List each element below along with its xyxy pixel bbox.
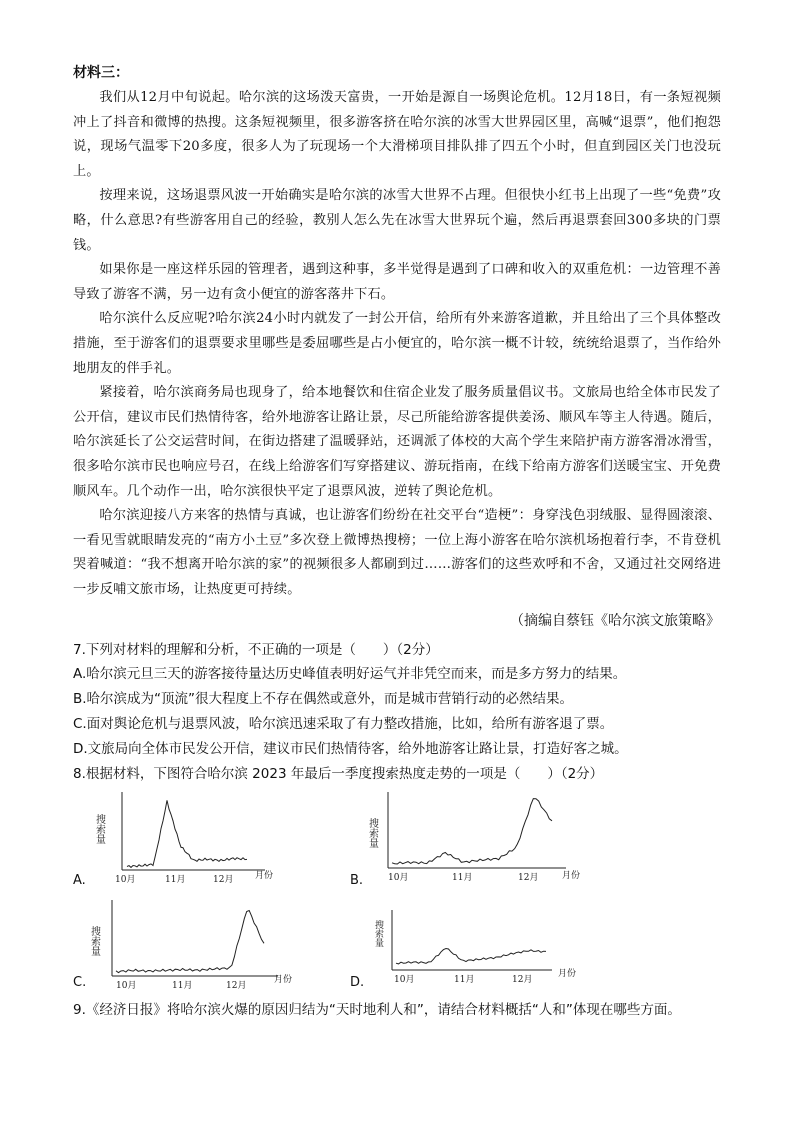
q8-option-b-label: B. bbox=[350, 873, 364, 888]
chart-a-xtick-3: 12月 bbox=[213, 875, 234, 885]
paragraph-3: 如果你是一座这样乐园的管理者，遇到这种事，多半觉得是遇到了口碑和收入的双重危机：一边管理不善导致了游客不满，另一边有贪小便宜的游客落井下石。 bbox=[73, 262, 721, 302]
chart-c-ylabel: 搜索量 bbox=[88, 926, 100, 956]
q7-option-b: B.哈尔滨成为“顶流”很大程度上不存在偶然或意外，而是城市营销行动的必然结果。 bbox=[73, 691, 574, 707]
chart-a-ylabel: 搜索量 bbox=[93, 814, 105, 844]
q7-stem: 7.下列对材料的理解和分析，不正确的一项是（ ）（2分） bbox=[73, 642, 439, 658]
chart-b-xtick-3: 12月 bbox=[518, 873, 539, 883]
chart-c-xunit: 月份 bbox=[274, 975, 293, 985]
chart-d-xtick-2: 11月 bbox=[454, 975, 475, 985]
q8-stem: 8.根据材料，下图符合哈尔滨 2023 年最后一季度搜索热度走势的一项是（ ）（2分） bbox=[73, 766, 604, 782]
chart-d-series-line bbox=[396, 949, 546, 964]
source-citation: （摘编自蔡钰《哈尔滨文旅策略》 bbox=[510, 613, 720, 629]
chart-d-xunit: 月份 bbox=[558, 969, 577, 979]
q8-option-c-label: C. bbox=[73, 975, 87, 990]
q9-stem: 9.《经济日报》将哈尔滨火爆的原因归结为“天时地利人和”，请结合材料概括“人和”体现在哪些方面。 bbox=[73, 1002, 681, 1018]
paragraph-5: 紧接着，哈尔滨商务局也现身了，给本地餐饮和住宿企业发了服务质量倡议书。文旅局也给全体市民发了公开信，建议市民们热情待客，给外地游客让路让景，尽己所能给游客提供姜汤、顺风车等主人待遇。随后，哈尔滨延长了公交运营时间，在街边搭建了温暖驿站，还调派了体校的大高个学生来陪护南方游客滑冰滑雪，很多哈尔滨市民也响应号召，在线上给游客们写穿搭建议、游玩指南，在线下给南方游客们送暖宝宝、开免费顺风车。几个动作一出，哈尔滨很快平定了退票风波，逆转了舆论危机。 bbox=[73, 385, 721, 499]
paragraph-6: 哈尔滨迎接八方来客的热情与真诚，也让游客们纷纷在社交平台“造梗”：身穿浅色羽绒服、显得圆滚滚、一看见雪就眼睛发亮的“南方小土豆”多次登上微博热搜榜；一位上海小游客在哈尔滨机场抱着行李，不肯登机哭着喊道：“我不想离开哈尔滨的家”的视频很多人都刷到过……游客们的这些欢呼和不舍，又通过社交网络进一步反哺文旅市场，让热度更可持续。 bbox=[73, 508, 721, 597]
chart-d-ylabel: 搜索量 bbox=[373, 920, 383, 947]
chart-d-xtick-1: 10月 bbox=[394, 975, 415, 985]
chart-a-xtick-2: 11月 bbox=[165, 875, 186, 885]
chart-b-xtick-1: 10月 bbox=[388, 873, 409, 883]
q7-option-c: C.面对舆论危机与退票风波，哈尔滨迅速采取了有力整改措施，比如，给所有游客退了票。 bbox=[73, 716, 614, 732]
chart-b-xunit: 月份 bbox=[562, 871, 581, 881]
chart-c-xtick-3: 12月 bbox=[226, 981, 247, 991]
chart-c-series-line bbox=[116, 911, 264, 973]
q8-chart-a bbox=[95, 788, 285, 892]
chart-a-svg bbox=[95, 788, 285, 888]
chart-b-ylabel: 搜索量 bbox=[366, 818, 378, 848]
chart-a-series-line bbox=[127, 800, 247, 867]
paragraph-4: 哈尔滨什么反应呢?哈尔滨24小时内就发了一封公开信，给所有外来游客道歉，并且给出了三个具体整改措施，至于游客们的退票要求里哪些是委屈哪些是占小便宜的，哈尔滨一概不计较，统统给退票了，当作给外地朋友的伴手礼。 bbox=[73, 311, 721, 376]
material-heading: 材料三： bbox=[73, 65, 129, 81]
paragraph-1: 我们从12月中旬说起。哈尔滨的这场泼天富贵，一开始是源自一场舆论危机。12月18日，有一条短视频冲上了抖音和微博的热搜。这条短视频里，很多游客挤在哈尔滨的冰雪大世界园区里，高喊“退票”，他们抱怨说，现场气温零下20多度，很多人为了玩现场一个大滑梯项目排队排了四五个小时，但直到园区关门也没玩上。 bbox=[73, 90, 721, 179]
q7-option-a: A.哈尔滨元旦三天的游客接待量达历史峰值表明好运气并非凭空而来，而是多方努力的结果。 bbox=[73, 666, 627, 682]
chart-c-xtick-2: 11月 bbox=[172, 981, 193, 991]
q8-chart-d bbox=[372, 906, 592, 994]
q8-option-a-label: A. bbox=[73, 873, 86, 888]
chart-d-svg bbox=[372, 906, 592, 990]
paragraph-2: 按理来说，这场退票风波一开始确实是哈尔滨的冰雪大世界不占理。但很快小红书上出现了一些“免费”攻略，什么意思?有些游客用自己的经验，教别人怎么先在冰雪大世界玩个遍，然后再退票套回300多块的门票钱。 bbox=[73, 188, 721, 253]
chart-d-xtick-3: 12月 bbox=[512, 975, 533, 985]
q7-option-d: D.文旅局向全体市民发公开信，建议市民们热情待客，给外地游客让路让景，打造好客之城。 bbox=[73, 741, 628, 757]
material-body bbox=[73, 86, 721, 602]
chart-b-series-line bbox=[392, 799, 552, 864]
q8-chart-b bbox=[366, 788, 586, 892]
chart-b-svg bbox=[366, 788, 586, 888]
chart-b-xtick-2: 11月 bbox=[452, 873, 473, 883]
chart-c-svg bbox=[88, 896, 298, 996]
chart-a-xunit: 月份 bbox=[255, 871, 274, 881]
chart-c-xtick-1: 10月 bbox=[116, 981, 137, 991]
q8-option-d-label: D. bbox=[350, 975, 365, 990]
chart-a-xtick-1: 10月 bbox=[115, 875, 136, 885]
q8-chart-c bbox=[88, 896, 298, 1000]
